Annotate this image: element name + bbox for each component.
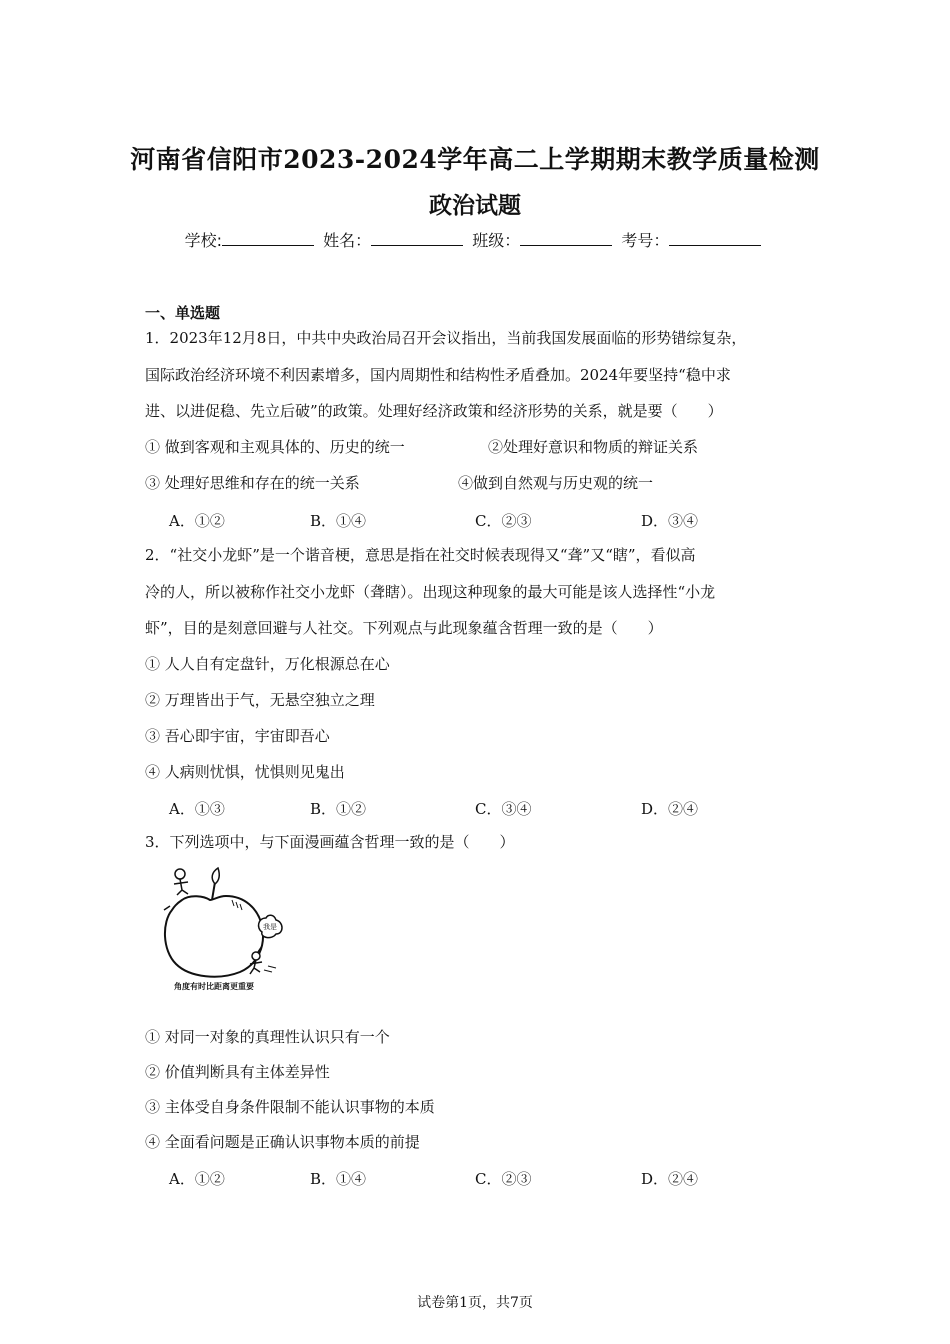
q2-option-c[interactable]: C．③④ — [475, 800, 532, 818]
q1-option-b[interactable]: B．①④ — [310, 512, 367, 530]
top-figure-hand — [164, 906, 170, 910]
apple-leaf — [212, 868, 219, 884]
q1-stem-line: 国际政治经济环境不利因素增多，国内周期性和结构性矛盾叠加。2024年要坚持“稳中求 — [145, 366, 731, 384]
q1-stem-line: 1．2023年12月8日，中共中央政治局召开会议指出，当前我国发展面临的形势错综复杂， — [145, 329, 747, 347]
cartoon-caption: 角度有时比距离更重要 — [174, 982, 254, 991]
q3-statement: ② 价值判断具有主体差异性 — [145, 1063, 330, 1081]
page-subtitle: 政治试题 — [429, 192, 521, 219]
q2-stem-line: 2．“社交小龙虾”是一个谐音梗，意思是指在社交时候表现得又“聋”又“瞎”，看似高 — [145, 546, 696, 564]
q3-option-c[interactable]: C．②③ — [475, 1170, 532, 1188]
name-label: 姓名： — [323, 231, 372, 250]
q1-statement: ②处理好意识和物质的辩证关系 — [488, 438, 699, 456]
q2-stem-line: 虾”，目的是刻意回避与人社交。下列观点与此现象蕴含哲理一致的是（ ） — [145, 619, 663, 637]
q2-stem-line: 冷的人，所以被称作社交小龙虾（聋瞎）。出现这种现象的最大可能是该人选择性“小龙 — [145, 583, 716, 601]
apple-stem — [212, 882, 215, 900]
name-blank[interactable] — [371, 231, 463, 246]
speech-bubble-text: 我是 — [263, 923, 277, 931]
q1-statement: ④做到自然观与历史观的统一 — [458, 474, 654, 492]
school-label: 学校: — [184, 231, 223, 250]
page-footer: 试卷第1页，共7页 — [417, 1295, 533, 1311]
apple-cartoon-illustration — [160, 862, 285, 994]
exam-number-blank[interactable] — [669, 231, 761, 246]
q1-option-d[interactable]: D．③④ — [641, 512, 699, 530]
q1-statement: ③ 处理好思维和存在的统一关系 — [145, 474, 360, 492]
q2-statement: ③ 吾心即宇宙，宇宙即吾心 — [145, 727, 330, 745]
apple-outline — [165, 896, 263, 977]
q1-option-c[interactable]: C．②③ — [475, 512, 532, 530]
q1-option-a[interactable]: A．①② — [169, 512, 225, 530]
school-blank[interactable] — [222, 231, 314, 246]
q2-statement: ① 人人自有定盘针，万化根源总在心 — [145, 655, 390, 673]
q2-option-d[interactable]: D．②④ — [641, 800, 699, 818]
ground-marks — [264, 966, 276, 972]
q3-statement: ③ 主体受自身条件限制不能认识事物的本质 — [145, 1098, 435, 1116]
q3-statement: ① 对同一对象的真理性认识只有一个 — [145, 1028, 390, 1046]
q3-option-b[interactable]: B．①④ — [310, 1170, 367, 1188]
page-title: 河南省信阳市2023-2024学年高二上学期期末教学质量检测 — [130, 145, 820, 174]
q3-option-d[interactable]: D．②④ — [641, 1170, 699, 1188]
q2-statement: ④ 人病则忧惧，忧惧则见鬼出 — [145, 763, 345, 781]
q2-option-b[interactable]: B．①② — [310, 800, 367, 818]
q1-stem-line: 进、以进促稳、先立后破”的政策。处理好经济政策和经济形势的关系，就是要（ ） — [145, 402, 723, 420]
class-label: 班级： — [472, 231, 521, 250]
section-heading: 一、单选题 — [145, 304, 221, 322]
top-figure-body — [174, 879, 188, 895]
top-figure-head — [175, 869, 185, 879]
class-blank[interactable] — [520, 231, 612, 246]
q2-statement: ② 万理皆出于气，无悬空独立之理 — [145, 691, 375, 709]
bottom-figure-head — [252, 952, 260, 960]
q3-option-a[interactable]: A．①② — [169, 1170, 225, 1188]
q3-stem-line: 3．下列选项中，与下面漫画蕴含哲理一致的是（ ） — [145, 833, 515, 851]
q2-option-a[interactable]: A．①③ — [169, 800, 225, 818]
exam-number-label: 考号： — [621, 231, 670, 250]
q3-statement: ④ 全面看问题是正确认识事物本质的前提 — [145, 1133, 420, 1151]
q1-statement: ① 做到客观和主观具体的、历史的统一 — [145, 438, 405, 456]
student-info-line — [0, 228, 950, 251]
